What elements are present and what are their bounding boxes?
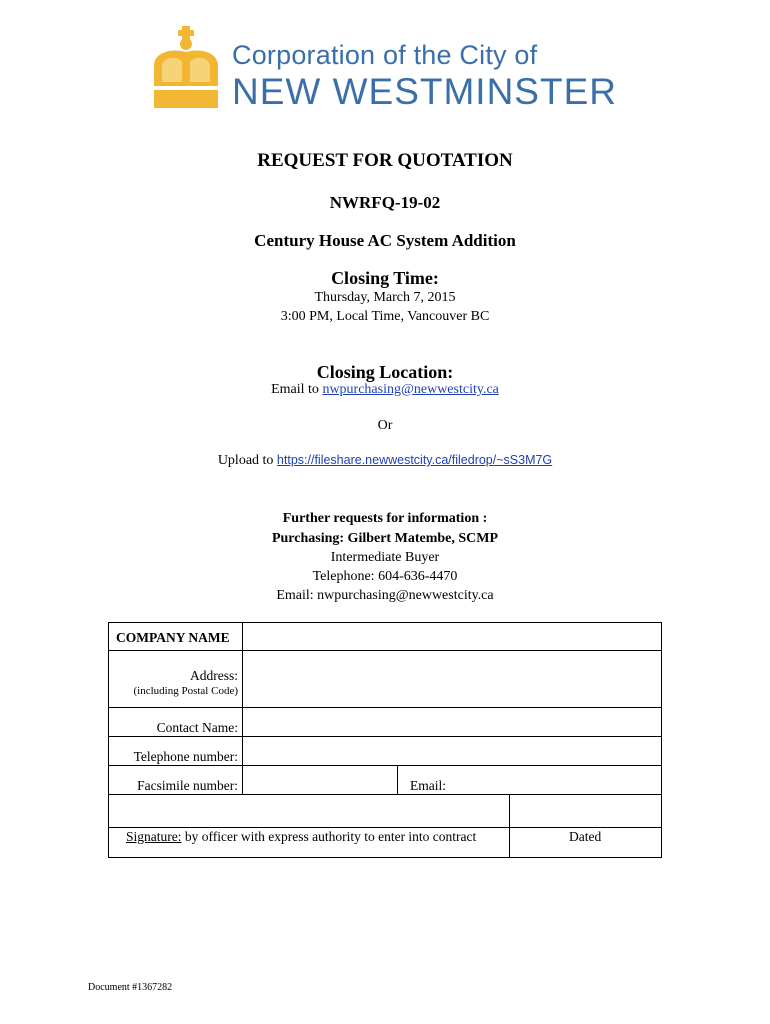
signature-note: by officer with express authority to enter into contract	[181, 829, 477, 844]
address-field[interactable]	[244, 652, 660, 706]
crown-icon	[148, 26, 226, 112]
contact-phone: Telephone: 604-636-4470	[312, 569, 458, 584]
logo-line2: NEW WESTMINSTER	[232, 71, 617, 112]
document-title: REQUEST FOR QUOTATION	[257, 150, 513, 171]
address-note: (including Postal Code)	[133, 685, 238, 697]
signature-field[interactable]	[108, 796, 508, 826]
dated-field[interactable]	[511, 796, 660, 826]
dated-label: Dated	[569, 829, 602, 844]
company-name-label: COMPANY NAME	[116, 630, 230, 645]
purchasing-contact: Purchasing: Gilbert Matembe, SCMP	[271, 531, 499, 546]
upload-line	[0, 453, 770, 469]
document-number: Document #1367282	[88, 982, 173, 993]
telephone-label: Telephone number:	[133, 749, 238, 764]
logo-line1: Corporation of the City of	[232, 40, 538, 70]
city-logo	[148, 26, 628, 112]
upload-link[interactable]: https://fileshare.newwestcity.ca/filedrop/~sS3M7G	[276, 453, 553, 467]
signature-line	[126, 829, 476, 845]
closing-location-label: Closing Location:	[316, 362, 454, 382]
contact-name-label: Contact Name:	[156, 720, 238, 735]
info-heading: Further requests for information :	[282, 511, 488, 526]
signature-label: Signature:	[126, 829, 182, 844]
facsimile-field[interactable]	[244, 767, 396, 793]
address-label: Address:	[190, 668, 238, 683]
closing-time-label: Closing Time:	[331, 268, 439, 288]
email-link[interactable]: nwpurchasing@newwestcity.ca	[322, 382, 499, 397]
facsimile-label: Facsimile number:	[137, 778, 238, 793]
telephone-field[interactable]	[244, 738, 660, 764]
email-line	[0, 382, 770, 398]
email-prefix: Email to	[271, 382, 323, 397]
company-info-form	[108, 622, 662, 858]
closing-date: Thursday, March 7, 2015	[314, 290, 456, 305]
upload-prefix: Upload to	[217, 453, 277, 468]
closing-time: 3:00 PM, Local Time, Vancouver BC	[280, 309, 490, 324]
company-name-field[interactable]	[244, 623, 660, 649]
or-text: Or	[377, 418, 393, 433]
project-title: Century House AC System Addition	[254, 231, 516, 250]
contact-name-field[interactable]	[244, 709, 660, 735]
contact-email: Email: nwpurchasing@newwestcity.ca	[276, 588, 494, 603]
rfq-number: NWRFQ-19-02	[329, 193, 441, 212]
buyer-title: Intermediate Buyer	[330, 550, 440, 565]
email-label: Email:	[410, 778, 446, 793]
